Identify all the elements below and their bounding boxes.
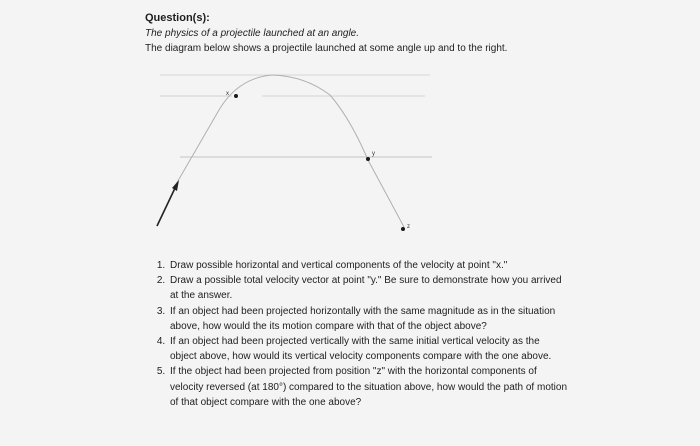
point-y-dot xyxy=(366,157,370,161)
question-item: 2. Draw a possible total velocity vector at point "y." Be sure to demonstrate how you arrived at the answer. xyxy=(168,273,568,303)
launch-arrow-head xyxy=(172,180,179,191)
diagram-description: The diagram below shows a projectile launched at some angle up and to the right. xyxy=(145,43,508,54)
point-x-dot xyxy=(234,94,238,98)
point-z-label: z xyxy=(407,224,410,230)
question-item: 5. If the object had been projected from position "z" with the horizontal components of velocity reversed (at 180°) compared to the situation above, how would the path of motion of that object compare with the one above? xyxy=(168,364,568,410)
page-heading: Question(s): xyxy=(145,12,210,24)
point-y-label: y xyxy=(372,151,375,157)
trajectory-path xyxy=(175,75,404,227)
question-subtitle: The physics of a projectile launched at an angle. xyxy=(145,28,360,39)
launch-arrow-line xyxy=(157,186,176,226)
point-z-dot xyxy=(401,227,405,231)
question-list xyxy=(150,258,568,410)
question-item: 1. Draw possible horizontal and vertical components of the velocity at point "x." xyxy=(168,258,568,273)
question-item: 4. If an object had been projected vertically with the same initial vertical velocity as the object above, how would its vertical velocity components compare with the one above. xyxy=(168,334,568,364)
point-x-label: x xyxy=(226,91,229,97)
question-item: 3. If an object had been projected horizontally with the same magnitude as in the situation above, how would the its motion compare with that of the object above? xyxy=(168,304,568,334)
